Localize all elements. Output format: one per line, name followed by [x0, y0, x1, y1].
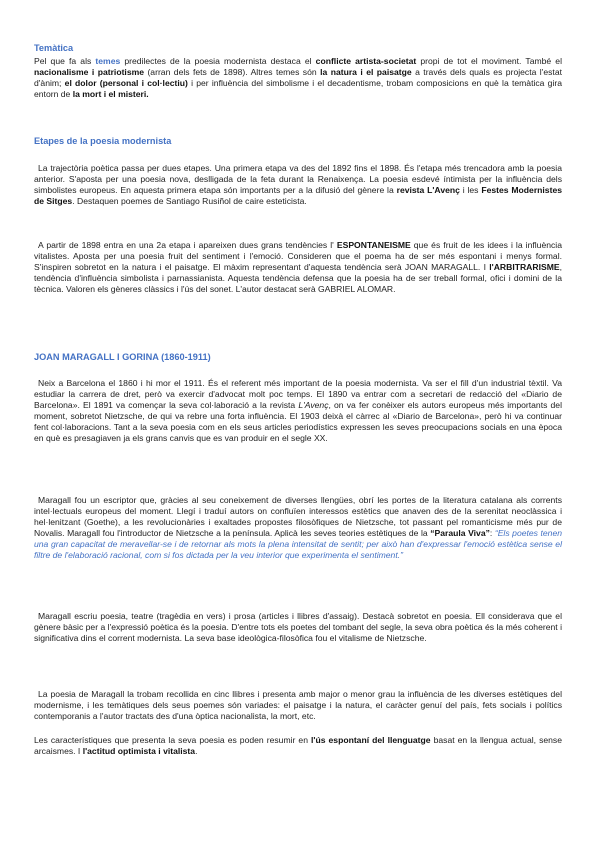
paragraph-etapes-2: A partir de 1898 entra en una 2a etapa i apareixen dues grans tendències l' ESPONTANEISME que és fruit de les idees i la influència vitalistes. Aposta per una poesia fruit del sentiment i l'emoció. Consideren que el poema ha de ser més espontani i menys formal. S'inspiren sobretot en la natura i el paisatge. El màxim representant d'aquesta tendència serà JOAN MARAGALL. I l'ARBITRARISME, tendència d'influència simbolista i parnassianista. Aquesta tendència defensa que la poesia ha de ser treball formal, ofici i domini de la tècnica. Valoren els gèneres clàssics i l'ús del sonet. L'autor destacat serà GABRIEL ALOMAR. — [34, 240, 562, 295]
section-heading-maragall: JOAN MARAGALL I GORINA (1860-1911) — [34, 352, 211, 362]
paragraph-maragall-5: Les característiques que presenta la seva poesia es poden resumir en l'ús espontaní del llenguatge basat en la llengua actual, sense arcaismes. I l'actitud optimista i vitalista. — [34, 735, 562, 757]
paragraph-tematica: Pel que fa als temes predilectes de la poesia modernista destaca el conflicte artista-societat propi de tot el moviment. També el nacionalisme i patriotisme (arran dels fets de 1898). Altres temes són la natura i el paisatge a través dels quals es projecta l'estat d'ànim; el dolor (personal i col·lectiu) i per influència del simbolisme i el decadentisme, trobam composicions en què la temàtica gira entorn de la mort i el misteri. — [34, 56, 563, 100]
section-heading-tematica: Temàtica — [34, 43, 74, 53]
paragraph-maragall-4: La poesia de Maragall la trobam recollida en cinc llibres i presenta amb major o menor grau la influència de les diverses estètiques del modernisme, i les temàtiques dels seus poemes són variades: el paisatge i la natura, el caràcter genuí del país, fets socials i polítics contemporanis a l'autor tractats des d'una òptica nacionalista, la mort, etc. — [34, 689, 562, 722]
section-heading-etapes: Etapes de la poesia modernista — [34, 136, 172, 146]
paragraph-etapes-1: La trajectòria poètica passa per dues etapes. Una primera etapa va des del 1892 fins el 1898. És l'etapa més trencadora amb la poesia anterior. S'aposta per una poesia nova, deslligada de la feta durant la Renaixença. La poesia esdevé íntimista per la influència dels simbolistes europeus. En aquesta primera etapa són importants per a la difusió del gènere la revista L'Avenç i les Festes Modernistes de Sitges. Destaquen poemes de Santiago Rusiñol de caire esteticista. — [34, 163, 563, 207]
paragraph-maragall-3: Maragall escriu poesia, teatre (tragèdia en vers) i prosa (articles i llibres d'assaig). Destacà sobretot en poesia. Ell considerava que el gènere bàsic per a l'expressió poètica és la poesia. D'entre tots els poetes del tombant del segle, la seva obra poètica és la més coherent i significativa dins el corrent modernista. La seva base ideològica-filosòfica fou el vitalisme de Nietzsche. — [34, 611, 562, 644]
paragraph-maragall-2: Maragall fou un escriptor que, gràcies al seu coneixement de diverses llengües, obrí les portes de la literatura catalana als corrents intel·lectuals europeus del moment. Llegí i traduí autors on confluïen interessos estètics que anaven des de la serenitat neoclàssica i hel·lenitzant (Goethe), a les revolucionàries i exaltades propostes filosòfiques de Nietzsche, tot passant pel romanticisme més pur de Novalis. Maragall fou l'introductor de Nietzsche a la península. Aplicà les seves teories estètiques de la “Paraula Viva”: “Els poetes tenen una gran capacitat de meravellar-se i de retornar als mots la plena intensitat de sentit; per això han d'expressar l'emoció estètica sense el filtre de l'elaboració racional, com si fos dictada per la veu interior que experimenta el sentiment.” — [34, 495, 563, 561]
paragraph-maragall-1: Neix a Barcelona el 1860 i hi mor el 1911. És el referent més important de la poesia modernista. Va ser el fill d'un industrial tèxtil. Va estudiar la carrera de dret, però va exercir d'advocat molt poc temps. El 1890 va entrar com a secretari de redacció del «Diario de Barcelona». El 1891 va començar la seva col·laboració a la revista L'Avenç, on va fer conèixer els autors europeus més importants del moment, sobretot Nietzsche, de qui va rebre una forta influència. El 1903 deixà el càrrec al «Diario de Barcelona», però hi va continuar fent col·laboracions. Tant a la seva poesia com en els seus articles periodístics expressen les seves preocupacions socials en una època en què es presagiaven ja els grans canvis que es van produir en el segle XX. — [34, 378, 562, 444]
